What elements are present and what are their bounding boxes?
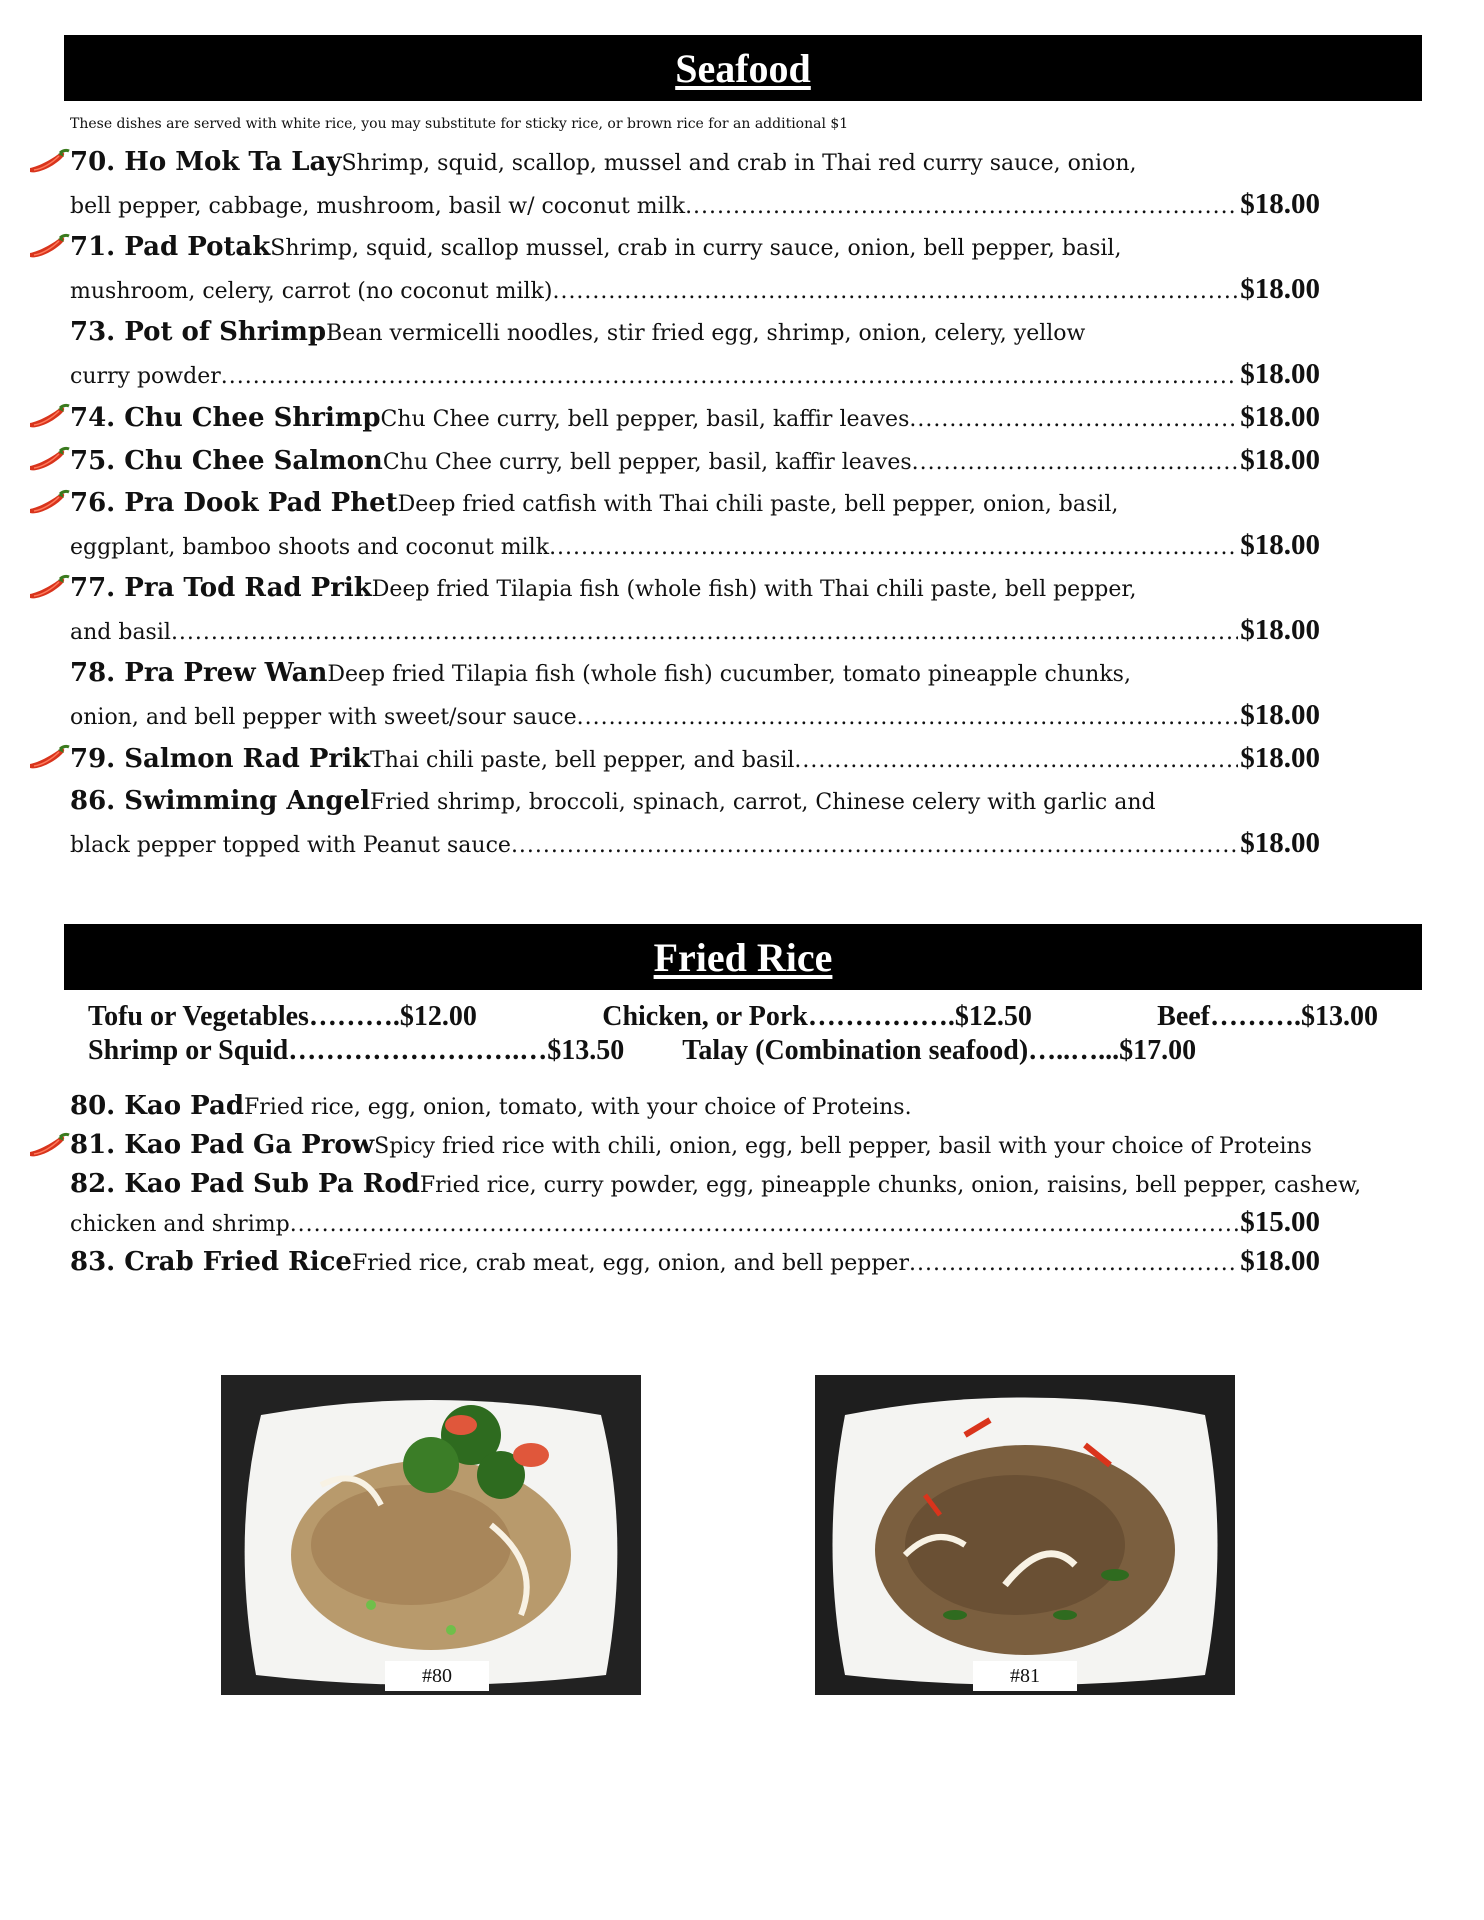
protein-row-1 — [88, 1000, 1378, 1034]
item-name: 78. Pra Prew Wan — [70, 658, 328, 688]
item-desc-cont: black pepper topped with Peanut sauce — [70, 833, 511, 858]
chili-spicy-icon — [26, 574, 70, 602]
menu-item-81 — [70, 1126, 1320, 1166]
item-name: 79. Salmon Rad Prik — [70, 744, 371, 774]
item-desc: Fried rice, curry powder, egg, pineapple chunks, onion, raisins, bell pepper, cashew, — [419, 1173, 1362, 1198]
leader-dots — [577, 698, 1239, 738]
leader-dots — [909, 400, 1238, 440]
item-price: $15.00 — [1240, 1206, 1320, 1238]
leader-dots — [912, 443, 1239, 483]
menu-item-79 — [70, 738, 1320, 781]
leader-dots — [221, 357, 1239, 397]
menu-item-71 — [70, 227, 1320, 312]
item-desc-cont: bell pepper, cabbage, mushroom, basil w/ coconut milk — [70, 194, 686, 219]
seafood-title: Seafood — [675, 45, 811, 91]
item-desc: Fried rice, egg, onion, tomato, with your choice of Proteins. — [244, 1095, 912, 1120]
chili-spicy-icon — [26, 148, 70, 176]
menu-item-86 — [70, 781, 1320, 866]
item-name: 75. Chu Chee Salmon — [70, 446, 383, 476]
menu-item-83 — [70, 1243, 1320, 1282]
protein-price-grid — [88, 1000, 1378, 1068]
seafood-list — [70, 142, 1320, 866]
photo-kao-pad — [221, 1375, 641, 1695]
leader-dots — [794, 741, 1238, 781]
seafood-banner — [64, 35, 1422, 101]
leader-dots — [171, 613, 1238, 653]
photo-caption: #80 — [385, 1661, 489, 1691]
fried-rice-plate-image — [221, 1375, 641, 1695]
item-desc: Fried shrimp, broccoli, spinach, carrot, Chinese celery with garlic and — [370, 790, 1156, 815]
menu-item-76 — [70, 483, 1320, 568]
item-price: $18.00 — [1240, 529, 1320, 561]
protein-row-2 — [88, 1034, 1378, 1068]
leader-dots — [549, 528, 1238, 568]
seafood-note: These dishes are served with white rice, you may substitute for sticky rice, or brown rice for an additional $1 — [70, 116, 849, 132]
item-price: $18.00 — [1240, 614, 1320, 646]
chili-spicy-icon — [26, 744, 70, 772]
item-desc: Shrimp, squid, scallop mussel, crab in curry sauce, onion, bell pepper, basil, — [270, 236, 1122, 261]
menu-item-73 — [70, 312, 1320, 397]
item-desc: Spicy fried rice with chili, onion, egg, bell pepper, basil with your choice of Proteins — [374, 1134, 1312, 1159]
protein-option: Shrimp or Squid…………………….…$13.50 — [88, 1035, 625, 1066]
item-desc: Deep fried Tilapia fish (whole fish) cucumber, tomato pineapple chunks, — [327, 662, 1131, 687]
chili-spicy-icon — [26, 233, 70, 261]
item-desc-cont: onion, and bell pepper with sweet/sour sauce — [70, 705, 577, 730]
menu-item-82 — [70, 1166, 1362, 1243]
leader-dots — [552, 272, 1238, 312]
protein-option: Chicken, or Pork…………….$12.50 — [602, 1001, 1032, 1032]
item-desc-cont: curry powder — [70, 364, 221, 389]
item-desc-cont: and basil — [70, 620, 171, 645]
item-desc-cont: eggplant, bamboo shoots and coconut milk — [70, 535, 550, 560]
menu-item-77 — [70, 568, 1320, 653]
item-name: 81. Kao Pad Ga Prow — [70, 1130, 375, 1160]
item-price: $18.00 — [1240, 188, 1320, 220]
leader-dots — [685, 187, 1238, 227]
chili-spicy-icon — [26, 1132, 70, 1160]
item-price: $18.00 — [1240, 444, 1320, 476]
item-price: $18.00 — [1240, 401, 1320, 433]
item-desc-cont: chicken and shrimp — [70, 1212, 290, 1237]
leader-dots — [909, 1246, 1238, 1282]
item-desc-cont: mushroom, celery, carrot (no coconut milk) — [70, 279, 553, 304]
item-desc: Deep fried catfish with Thai chili paste, bell pepper, onion, basil, — [397, 492, 1119, 517]
item-price: $18.00 — [1240, 699, 1320, 731]
item-desc: Fried rice, crab meat, egg, onion, and bell pepper — [351, 1251, 909, 1276]
item-price: $18.00 — [1240, 358, 1320, 390]
item-name: 83. Crab Fried Rice — [70, 1247, 352, 1277]
fried-rice-plate-image — [815, 1375, 1235, 1695]
protein-option: Tofu or Vegetables……….$12.00 — [88, 1001, 477, 1032]
fried-rice-banner — [64, 924, 1422, 990]
fried-rice-list — [70, 1088, 1362, 1282]
fried-rice-title: Fried Rice — [653, 934, 833, 980]
item-name: 74. Chu Chee Shrimp — [70, 403, 381, 433]
item-name: 86. Swimming Angel — [70, 786, 371, 816]
item-desc: Thai chili paste, bell pepper, and basil — [370, 748, 795, 773]
menu-item-75 — [70, 440, 1320, 483]
item-price: $18.00 — [1240, 1245, 1320, 1277]
item-name: 73. Pot of Shrimp — [70, 317, 327, 347]
item-price: $18.00 — [1240, 827, 1320, 859]
chili-spicy-icon — [26, 403, 70, 431]
item-desc: Bean vermicelli noodles, stir fried egg, shrimp, onion, celery, yellow — [326, 321, 1086, 346]
menu-item-70 — [70, 142, 1320, 227]
chili-spicy-icon — [26, 489, 70, 517]
item-price: $18.00 — [1240, 273, 1320, 305]
protein-option: Talay (Combination seafood)…..…...$17.00 — [682, 1035, 1197, 1066]
item-price: $18.00 — [1240, 742, 1320, 774]
item-name: 71. Pad Potak — [70, 232, 271, 262]
menu-item-74 — [70, 397, 1320, 440]
item-desc: Deep fried Tilapia fish (whole fish) with Thai chili paste, bell pepper, — [371, 577, 1137, 602]
item-name: 76. Pra Dook Pad Phet — [70, 488, 398, 518]
photo-kao-pad-ga-prow — [815, 1375, 1235, 1695]
item-desc: Chu Chee curry, bell pepper, basil, kaffir leaves — [382, 450, 912, 475]
protein-option: Beef……….$13.00 — [1157, 1001, 1378, 1032]
item-desc: Chu Chee curry, bell pepper, basil, kaffir leaves — [380, 407, 910, 432]
chili-spicy-icon — [26, 446, 70, 474]
menu-item-78 — [70, 653, 1320, 738]
item-name: 77. Pra Tod Rad Prik — [70, 573, 372, 603]
menu-item-80 — [70, 1088, 1320, 1126]
item-name: 82. Kao Pad Sub Pa Rod — [70, 1169, 420, 1199]
leader-dots — [290, 1207, 1239, 1243]
photo-caption: #81 — [973, 1661, 1077, 1691]
item-name: 80. Kao Pad — [70, 1091, 245, 1121]
item-desc: Shrimp, squid, scallop, mussel and crab in Thai red curry sauce, onion, — [341, 151, 1137, 176]
item-name: 70. Ho Mok Ta Lay — [70, 147, 342, 177]
leader-dots — [511, 826, 1238, 866]
